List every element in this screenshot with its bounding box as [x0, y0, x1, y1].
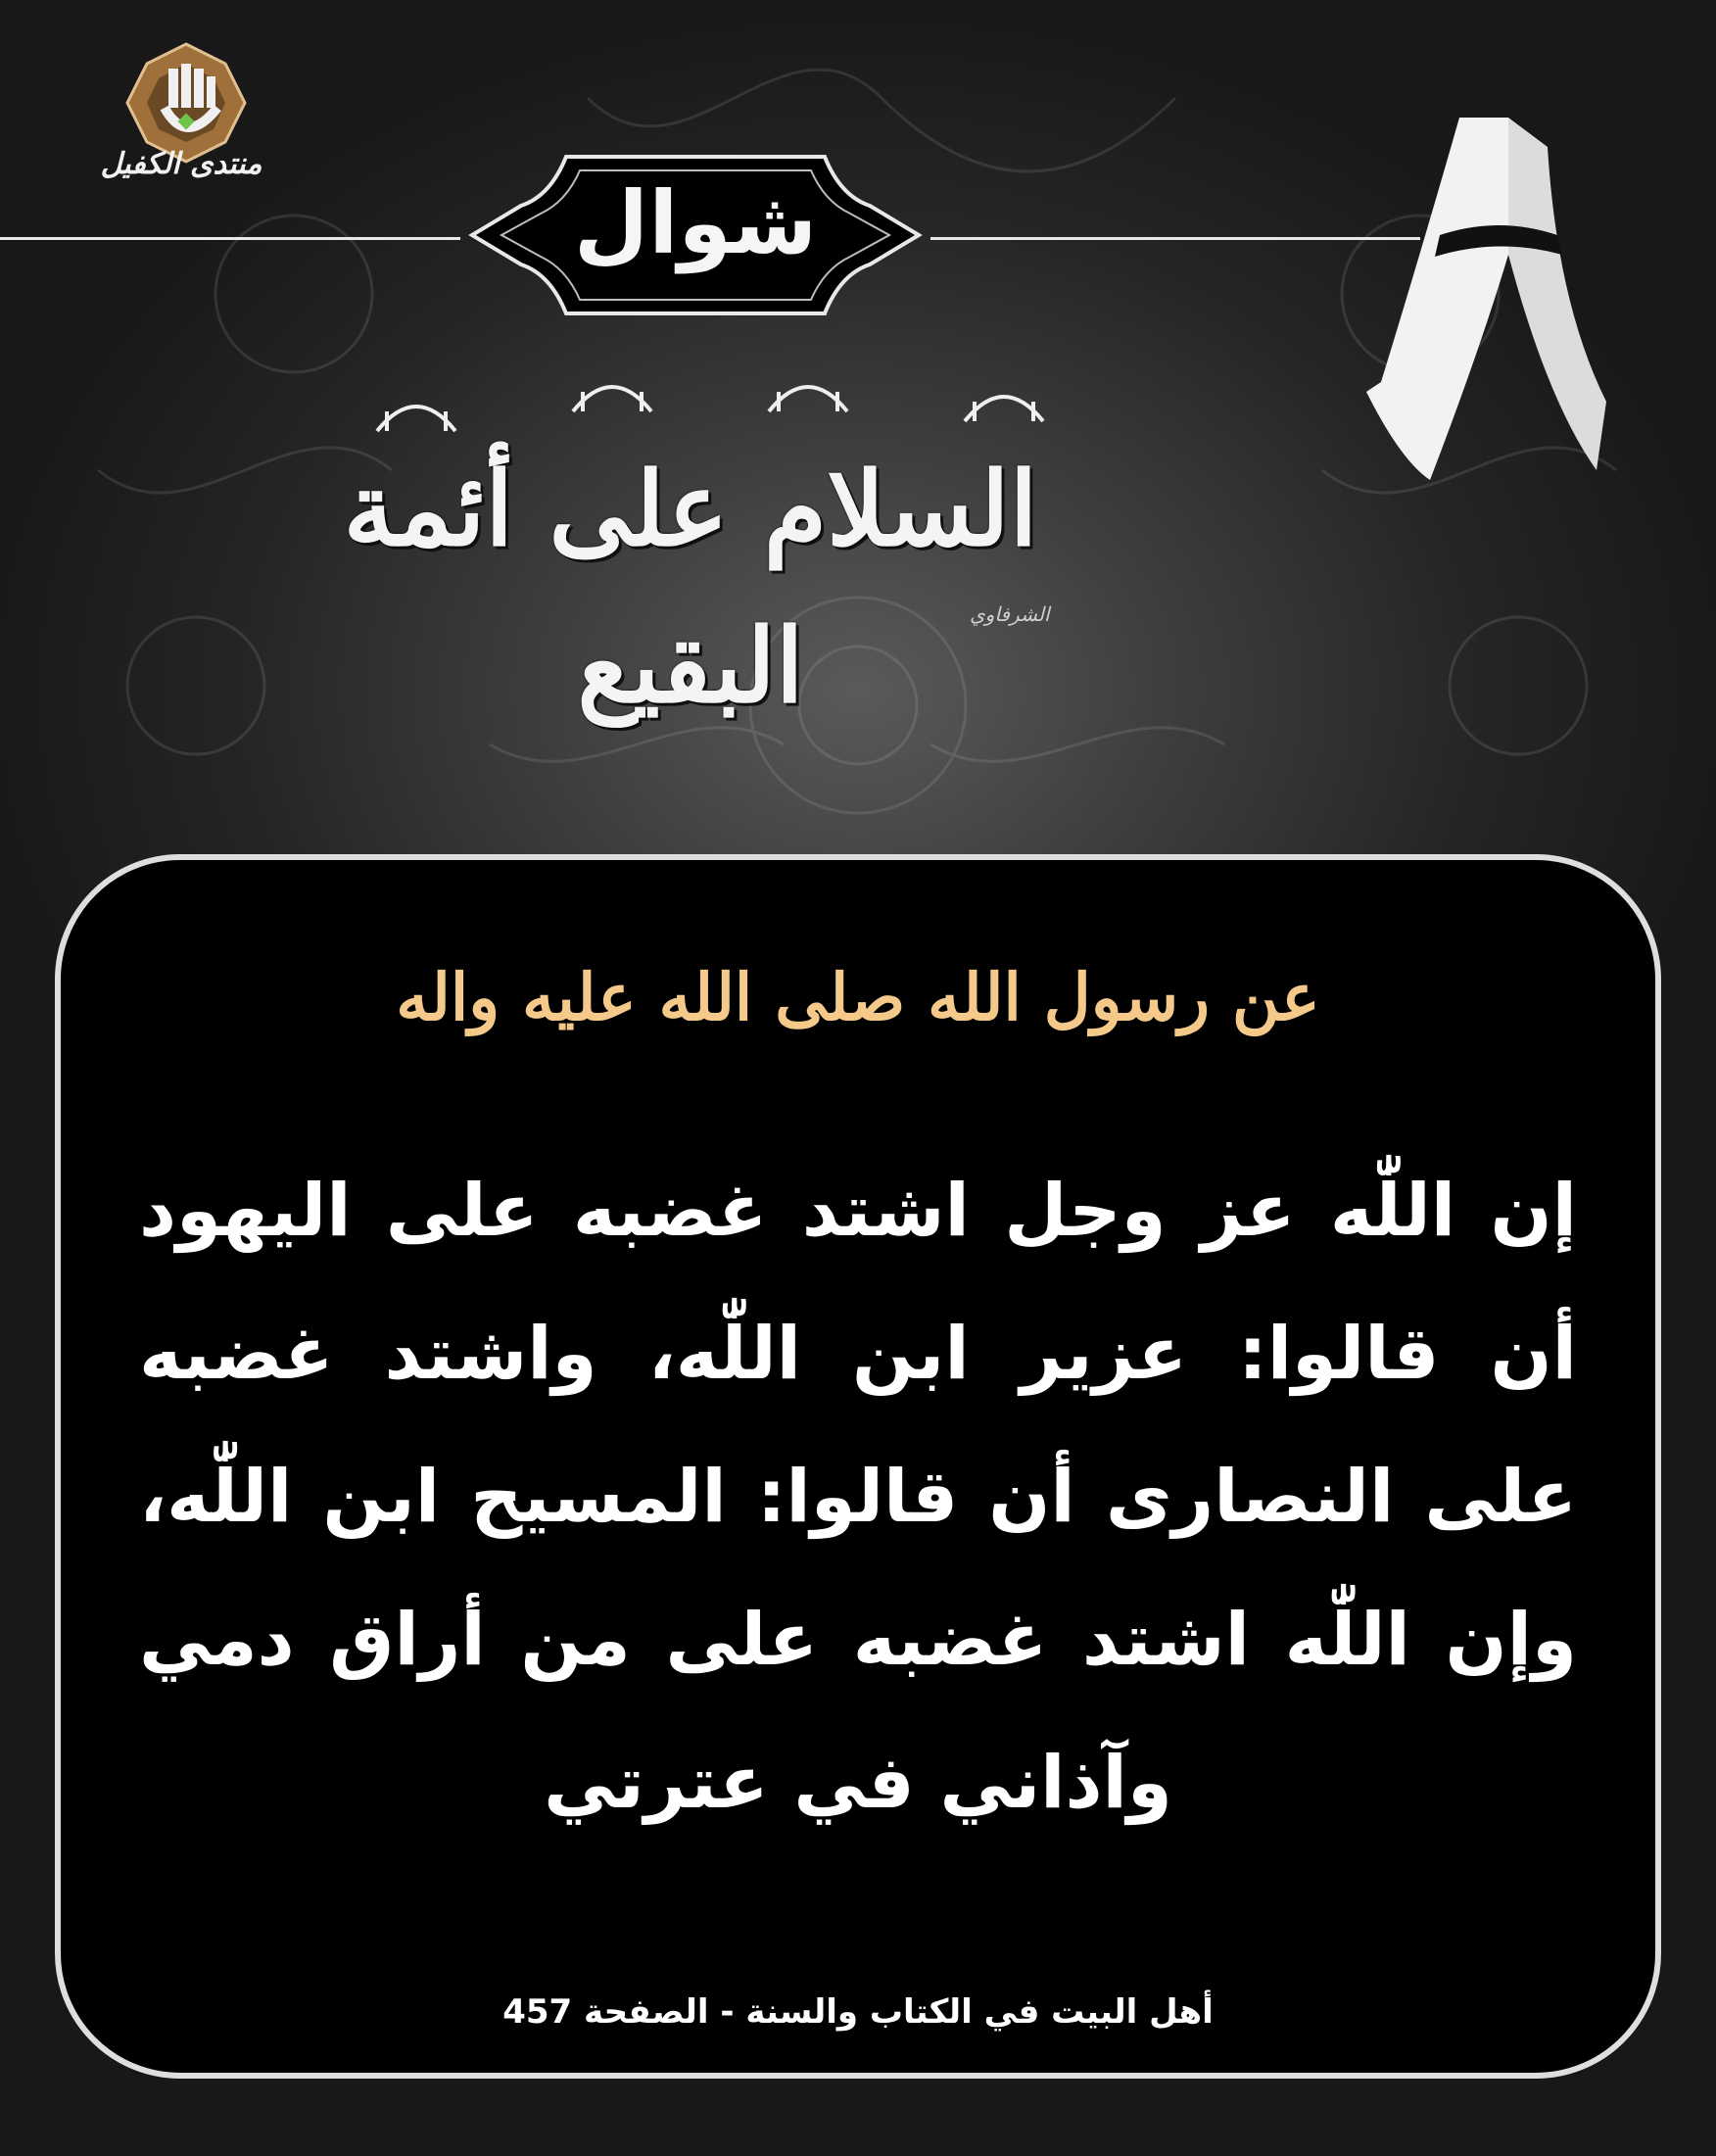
hadith-source: عن رسول الله صلى الله عليه واله [396, 959, 1320, 1035]
month-label: شوال [573, 172, 818, 273]
calligrapher-signature: الشرفاوي [970, 602, 1050, 626]
hadith-card [55, 854, 1661, 2079]
logo-text: منتدى الكفيل [100, 147, 262, 181]
day-number-eight [1361, 108, 1616, 500]
calligraphy-title: السلام على أئمة البقيع [343, 449, 1038, 726]
divider-line-left [0, 237, 460, 240]
book-reference: أهل البيت في الكتاب والسنة - الصفحة 457 [502, 1992, 1214, 2032]
hadith-text: إن اللّٰه عز وجل اشتد غضبه على اليهود أن قالوا: عزير ابن اللّٰه، واشتد غضبه على النصارى أن قالوا: المسيح ابن اللّٰه، وإن اللّٰه اشتد غضبه على من أراق دمي وآذاني في عترتي [139, 1169, 1577, 1825]
svg-text:8: 8 [1488, 343, 1490, 344]
divider-line-right [930, 237, 1420, 240]
